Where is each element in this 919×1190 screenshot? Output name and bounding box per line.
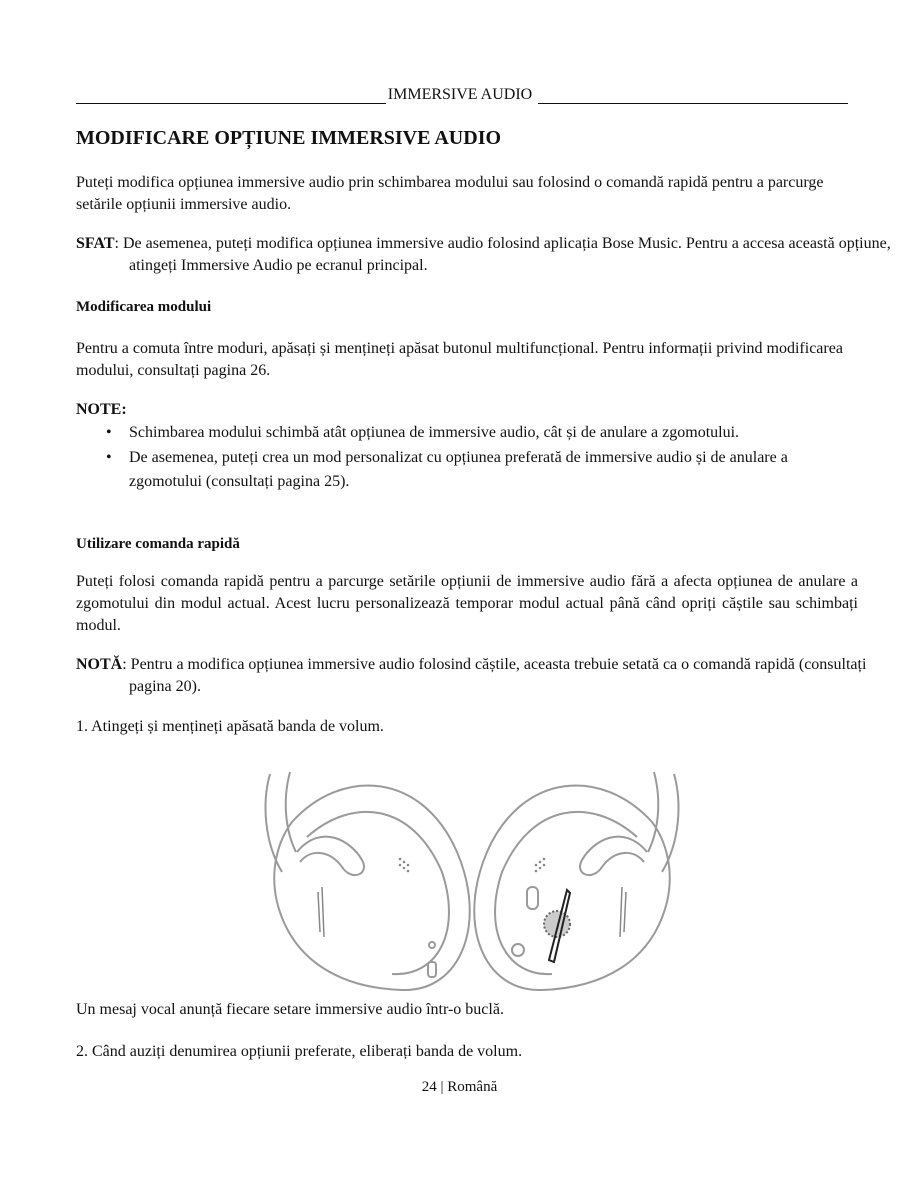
note-paragraph bbox=[76, 654, 911, 698]
voice-prompt-paragraph: Un mesaj vocal anunță fiecare setare immersive audio într-o buclă. bbox=[76, 1001, 504, 1018]
header-rule-right bbox=[538, 89, 848, 104]
section-heading-shortcut: Utilizare comanda rapidă bbox=[76, 536, 240, 552]
note-item: • Schimbarea modului schimbă atât opțiunea de immersive audio, cât și de anulare a zgomotului. bbox=[76, 421, 858, 445]
page-footer: 24 | Română bbox=[421, 1079, 498, 1095]
notes-list bbox=[76, 421, 858, 495]
step-2: 2. Când auziți denumirea opțiunii preferate, eliberați banda de volum. bbox=[76, 1043, 523, 1060]
tip-paragraph bbox=[76, 233, 911, 277]
step-1: 1. Atingeți și mențineți apăsată banda de volum. bbox=[76, 718, 384, 735]
note-item: • De asemenea, puteți crea un mod personalizat cu opțiunea preferată de immersive audio și de anulare a zgomotului (consultați pagina 25). bbox=[76, 446, 858, 494]
header-rule-left bbox=[76, 89, 386, 104]
headphones-illustration bbox=[252, 762, 692, 997]
notes-label: NOTE: bbox=[76, 401, 127, 418]
tip-label: SFAT bbox=[76, 235, 115, 252]
running-header bbox=[76, 86, 848, 104]
note-text: : Pentru a modifica opțiunea immersive audio folosind căștile, aceasta trebuie setată ca o comandă rapidă (consultați pagina 20). bbox=[122, 656, 867, 695]
mode-paragraph: Pentru a comuta între moduri, apăsați și mențineți apăsat butonul multifuncțional. Pentru informații privind modificarea modului, consultați pagina 26. bbox=[76, 340, 843, 379]
tip-text: : De asemenea, puteți modifica opțiunea immersive audio folosind aplicația Bose Music. Pentru a accesa această opțiune, atingeți Immersive Audio pe ecranul principal. bbox=[114, 235, 891, 274]
shortcut-paragraph: Puteți folosi comanda rapidă pentru a parcurge setările opțiunii de immersive audio fără a afecta opțiunea de anulare a zgomotului din modul actual. Acest lucru personalizează temporar modul actual până când opriți căștile sau schimbați modul. bbox=[76, 573, 858, 634]
section-heading-mode: Modificarea modului bbox=[76, 299, 212, 315]
page-title: MODIFICARE OPȚIUNE IMMERSIVE AUDIO bbox=[76, 127, 502, 149]
note-label: NOTĂ bbox=[76, 656, 123, 673]
header-title: IMMERSIVE AUDIO bbox=[387, 86, 533, 103]
intro-paragraph: Puteți modifica opțiunea immersive audio prin schimbarea modului sau folosind o comandă rapidă pentru a parcurge setările opțiunii immersive audio. bbox=[76, 174, 824, 213]
